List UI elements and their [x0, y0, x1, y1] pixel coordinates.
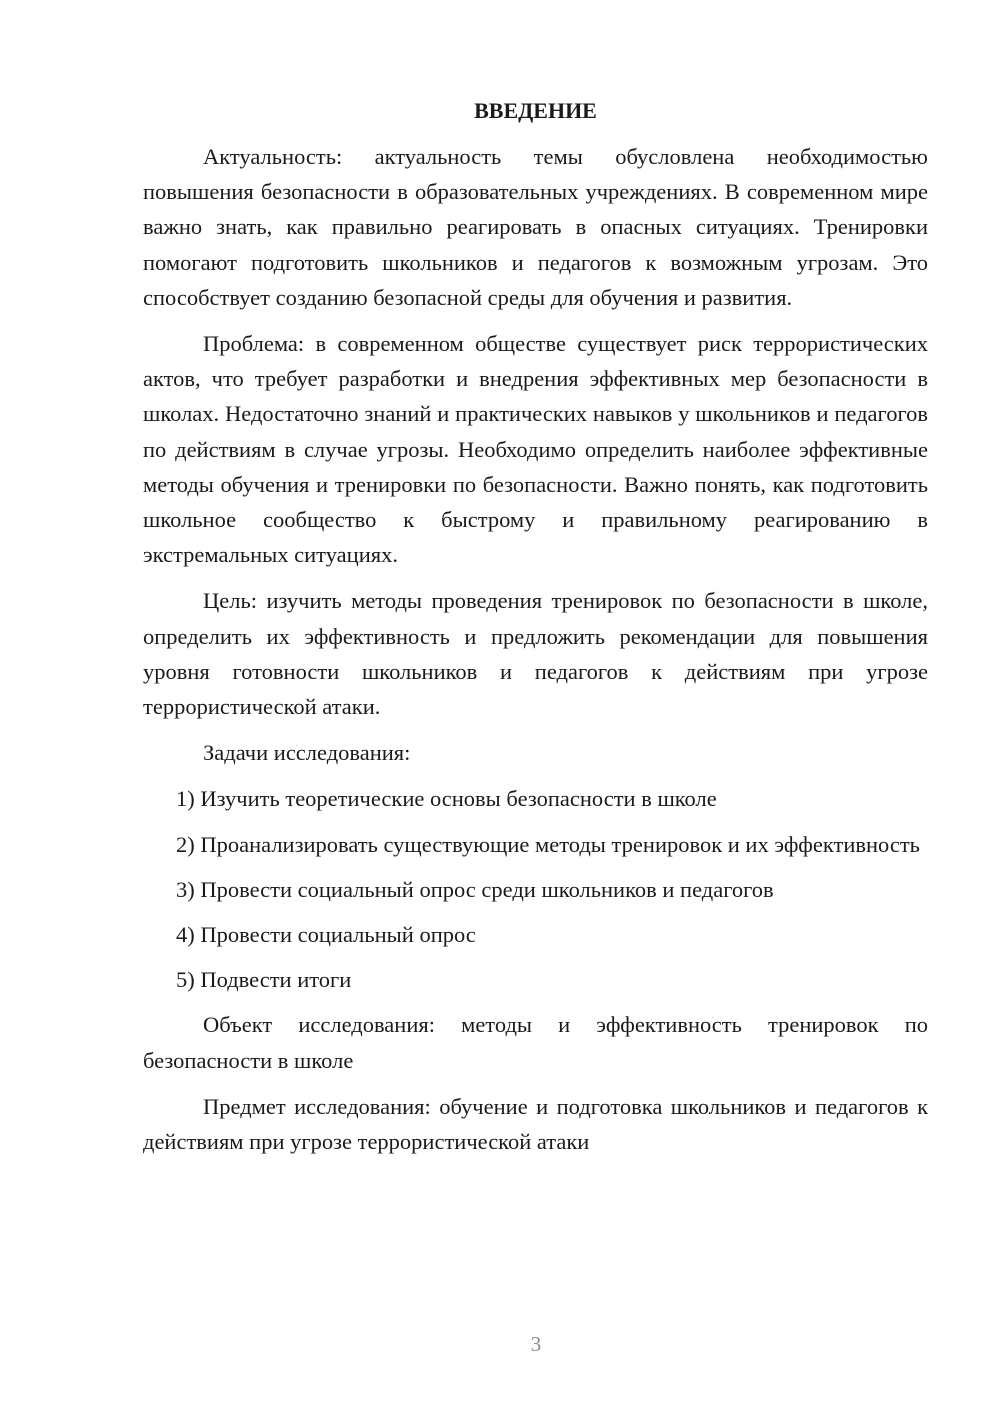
task-item: 2) Проанализировать существующие методы тренировок и их эффективность: [176, 831, 920, 857]
task-item: 5) Подвести итоги: [176, 967, 352, 993]
problem-paragraph: Проблема: в современном обществе существует риск террористических актов, что требует разработки и внедрения эффективных мер безопасности в школах. Недостаточно знаний и практических навыков у школьников и педагогов по действиям в случае угрозы. Необходимо определить наиболее эффективные методы обучения и тренировки по безопасности. Важно понять, как подготовить школьное сообщество к быстрому и правильному реагированию в экстремальных ситуациях.: [143, 331, 928, 568]
goal-paragraph: Цель: изучить методы проведения тренировок по безопасности в школе, определить их эффективность и предложить рекомендации для повышения уровня готовности школьников и педагогов к действиям при угрозе террористической атаки.: [143, 588, 928, 720]
section-title: ВВЕДЕНИЕ: [474, 98, 597, 123]
task-item: 1) Изучить теоретические основы безопасности в школе: [176, 786, 717, 812]
tasks-list: [143, 781, 928, 997]
task-item: 4) Провести социальный опрос: [176, 922, 476, 948]
document-body: [143, 93, 928, 1170]
subject-paragraph: Предмет исследования: обучение и подготовка школьников и педагогов к действиям при угрозе террористической атаки: [143, 1093, 928, 1155]
relevance-paragraph: Актуальность: актуальность темы обусловлена необходимостью повышения безопасности в образовательных учреждениях. В современном мире важно знать, как правильно реагировать в опасных ситуациях. Тренировки помогают подготовить школьников и педагогов к возможным угрозам. Это способствует созданию безопасной среды для обучения и развития.: [143, 144, 928, 310]
object-paragraph: Объект исследования: методы и эффективность тренировок по безопасности в школе: [143, 1012, 928, 1073]
tasks-heading: Задачи исследования:: [203, 740, 411, 766]
task-item: 3) Провести социальный опрос среди школьников и педагогов: [176, 876, 774, 902]
page-number: 3: [530, 1332, 542, 1356]
